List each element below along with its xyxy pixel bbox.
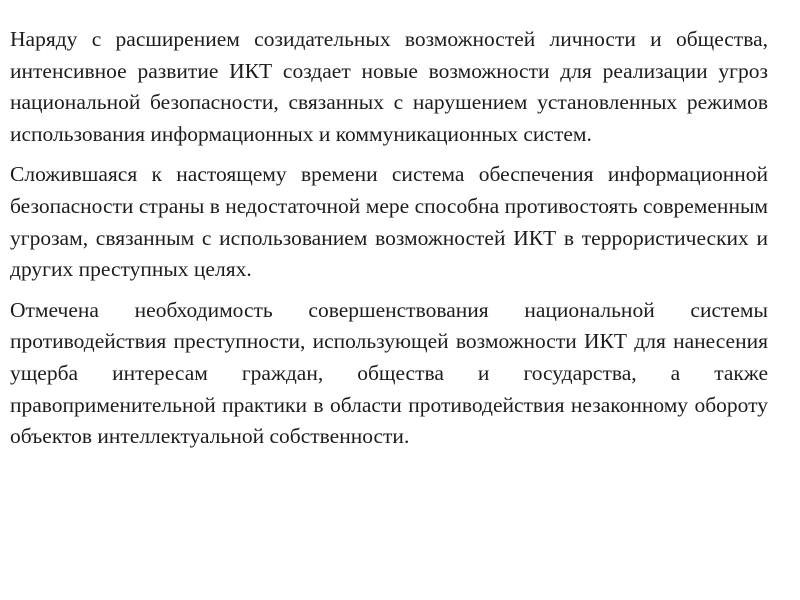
paragraph-crime-prevention: Отмечена необходимость совершенствования национальной системы противодействия преступности, использующей возможности ИКТ для нанесения ущерба интересам граждан, общества и государства, а также правоприменительной практики в области противодействия незаконному обороту объектов интеллектуальной собственности. <box>10 297 768 449</box>
slide-text-body <box>10 24 768 462</box>
paragraph-security-system: Сложившаяся к настоящему времени система обеспечения информационной безопасности страны в недостаточной мере способна противостоять современным угрозам, связанным с использованием возможностей ИКТ в террористических и других преступных целях. <box>10 162 768 282</box>
paragraph-ict-threats: Наряду с расширением созидательных возможностей личности и общества, интенсивное развитие ИКТ создает новые возможности для реализации угроз национальной безопасности, связанных с нарушением установленных режимов использования информационных и коммуникационных систем. <box>10 27 768 146</box>
